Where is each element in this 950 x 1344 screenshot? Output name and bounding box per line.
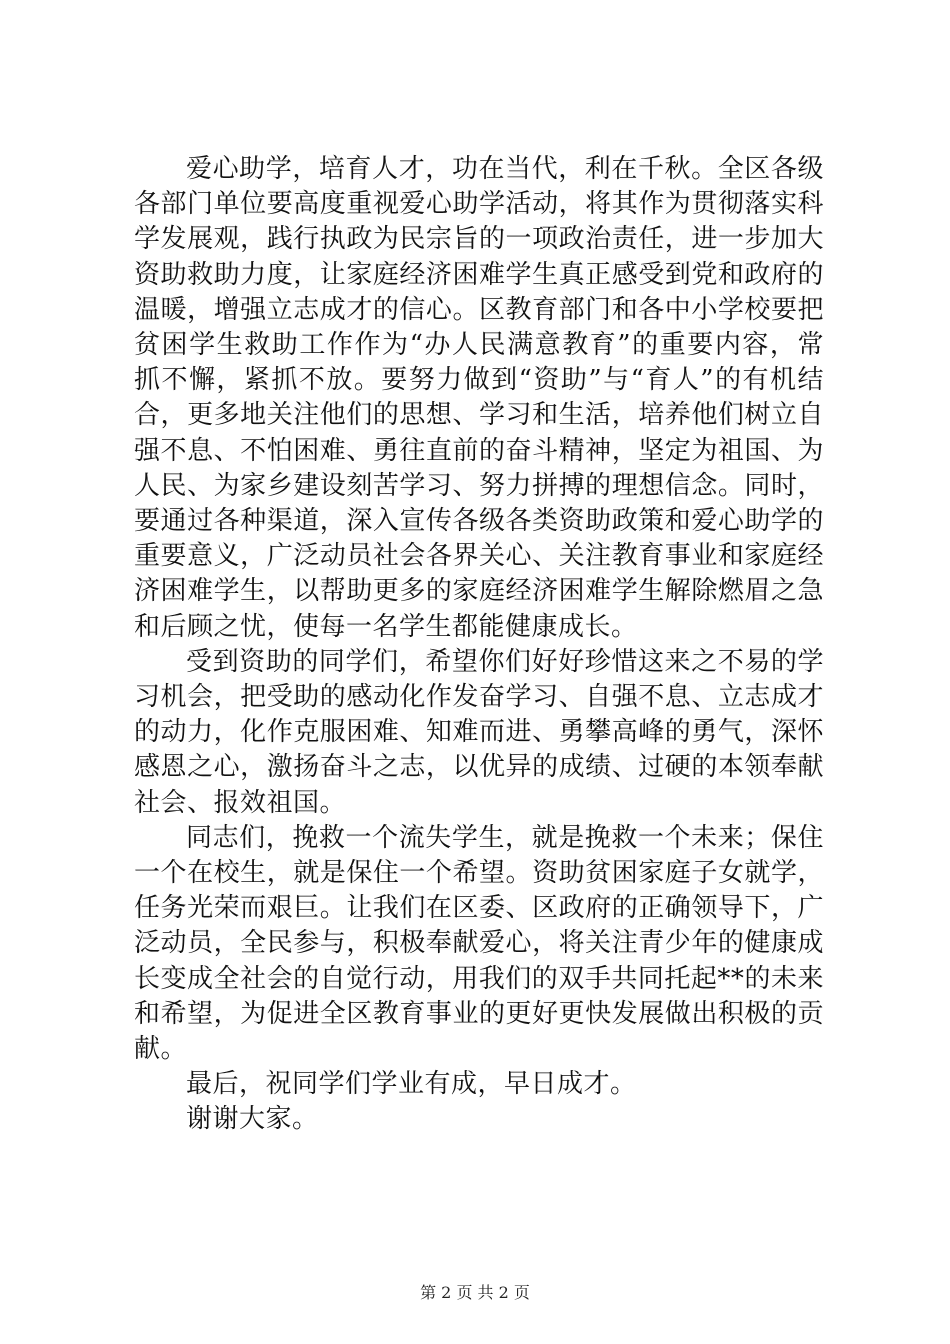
paragraph-to-students: 受到资助的同学们，希望你们好好珍惜这来之不易的学习机会，把受助的感动化作发奋学习、自强不息、立志成才的动力，化作克服困难、知难而进、勇攀高峰的勇气，深怀感恩之心，激扬奋斗之志，以优异的成绩、过硬的本领奉献社会、报效祖国。 (134, 646, 824, 818)
paragraph-support-students: 爱心助学，培育人才，功在当代，利在千秋。全区各级各部门单位要高度重视爱心助学活动，将其作为贯彻落实科学发展观，践行执政为民宗旨的一项政治责任，进一步加大资助救助力度，让家庭经济困难学生真正感受到党和政府的温暖，增强立志成才的信心。区教育部门和各中小学校要把贫困学生救助工作作为“办人民满意教育”的重要内容，常抓不懈，紧抓不放。要努力做到“资助”与“育人”的有机结合，更多地关注他们的思想、学习和生活，培养他们树立自强不息、不怕困难、勇往直前的奋斗精神，坚定为祖国、为人民、为家乡建设刻苦学习、努力拼搏的理想信念。同时，要通过各种渠道，深入宣传各级各类资助政策和爱心助学的重要意义，广泛动员社会各界关心、关注教育事业和家庭经济困难学生，以帮助更多的家庭经济困难学生解除燃眉之急和后顾之忧，使每一名学生都能健康成长。 (134, 154, 824, 642)
document-body (134, 152, 824, 1138)
paragraph-thanks: 谢谢大家。 (186, 1104, 319, 1135)
paragraph-closing-wishes: 最后，祝同学们学业有成，早日成才。 (186, 1069, 637, 1100)
paragraph-to-comrades: 同志们，挽救一个流失学生，就是挽救一个未来；保住一个在校生，就是保住一个希望。资助贫困家庭子女就学，任务光荣而艰巨。让我们在区委、区政府的正确领导下，广泛动员，全民参与，积极奉献爱心，将关注青少年的健康成长变成全社会的自觉行动，用我们的双手共同托起**的未来和希望，为促进全区教育事业的更好更快发展做出积极的贡献。 (134, 822, 824, 1065)
page-number-footer: 第 2 页 共 2 页 (420, 1283, 530, 1302)
